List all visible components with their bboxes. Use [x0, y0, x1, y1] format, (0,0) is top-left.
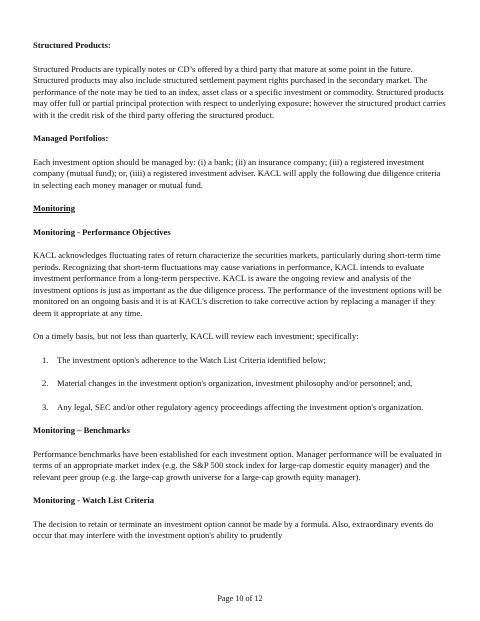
page-number-footer: Page 10 of 12 [217, 594, 263, 603]
watch-list-paragraph: The decision to retain or terminate an investment option cannot be made by a formula. Also, extraordinary events do occur that may interfere with the investment option's ability to prudently [33, 518, 434, 540]
performance-objectives-heading: Monitoring - Performance Objectives [33, 226, 171, 237]
managed-portfolios-heading: Managed Portfolios: [33, 133, 109, 143]
performance-objectives-paragraph: KACL acknowledges fluctuating rates of return characterize the securities markets, particularly during short-term time periods. Recognizing that short-term fluctuations may cause variations in performance, KACL intends to evaluate investment performance from a long-term perspective. KACL is aware the ongoing review and analysis of the investment options is just as important as the due diligence process. The performance of the investment options will be monitored on an ongoing basis and it is at KACL's discretion to take corrective action by replacing a manager if they deem it appropriate at any time. [33, 250, 442, 318]
managed-portfolios-paragraph: Each investment option should be managed by: (i) a bank; (ii) an insurance company; (iii) a registered investment company (mutual fund); or, (iiii) a registered investment adviser. KACL will apply the following due diligence criteria in selecting each money manager or mutual fund. [33, 156, 441, 190]
list-item-text: Any legal, SEC and/or other regulatory agency proceedings affecting the investment option's organization. [57, 401, 424, 412]
review-criteria-list [33, 355, 447, 414]
document-page [33, 40, 447, 554]
structured-products-paragraph: Structured Products are typically notes or CD’s offered by a third party that mature at some point in the future. Structured products may also include structured settlement payment rights purchased in the secondary market. The performance of the note may be tied to an index, asset class or a specific investment or commodity. Structured products may offer full or partial principal protection with respect to underlying exposure; however the structured product carries with it the credit risk of the third party offering the structured product. [33, 63, 446, 120]
benchmarks-paragraph: Performance benchmarks have been established for each investment option. Manager performance will be evaluated in terms of an appropriate market index (e.g. the S&P 500 stock index for large-cap domestic equity manager) and the relevant peer group (e.g. the large-cap growth universe for a large-cap growth equity manager). [33, 448, 442, 482]
list-item-number: 3. [42, 401, 49, 412]
list-item-number: 1. [42, 354, 49, 365]
list-item [33, 402, 447, 414]
quarterly-review-paragraph: On a timely basis, but not less than quarterly, KACL will review each investment; specifically: [33, 331, 359, 341]
list-item-text: The investment option's adherence to the Watch List Criteria identified below; [57, 354, 326, 365]
list-item-text: Material changes in the investment option's organization, investment philosophy and/or personnel; and, [57, 378, 413, 388]
structured-products-heading: Structured Products: [33, 40, 111, 50]
monitoring-heading: Monitoring [33, 203, 76, 213]
list-item-number: 2. [42, 378, 49, 388]
list-item [33, 355, 447, 367]
watch-list-heading: Monitoring - Watch List Criteria [33, 495, 155, 505]
list-item [33, 378, 447, 390]
benchmarks-heading: Monitoring – Benchmarks [33, 425, 130, 435]
